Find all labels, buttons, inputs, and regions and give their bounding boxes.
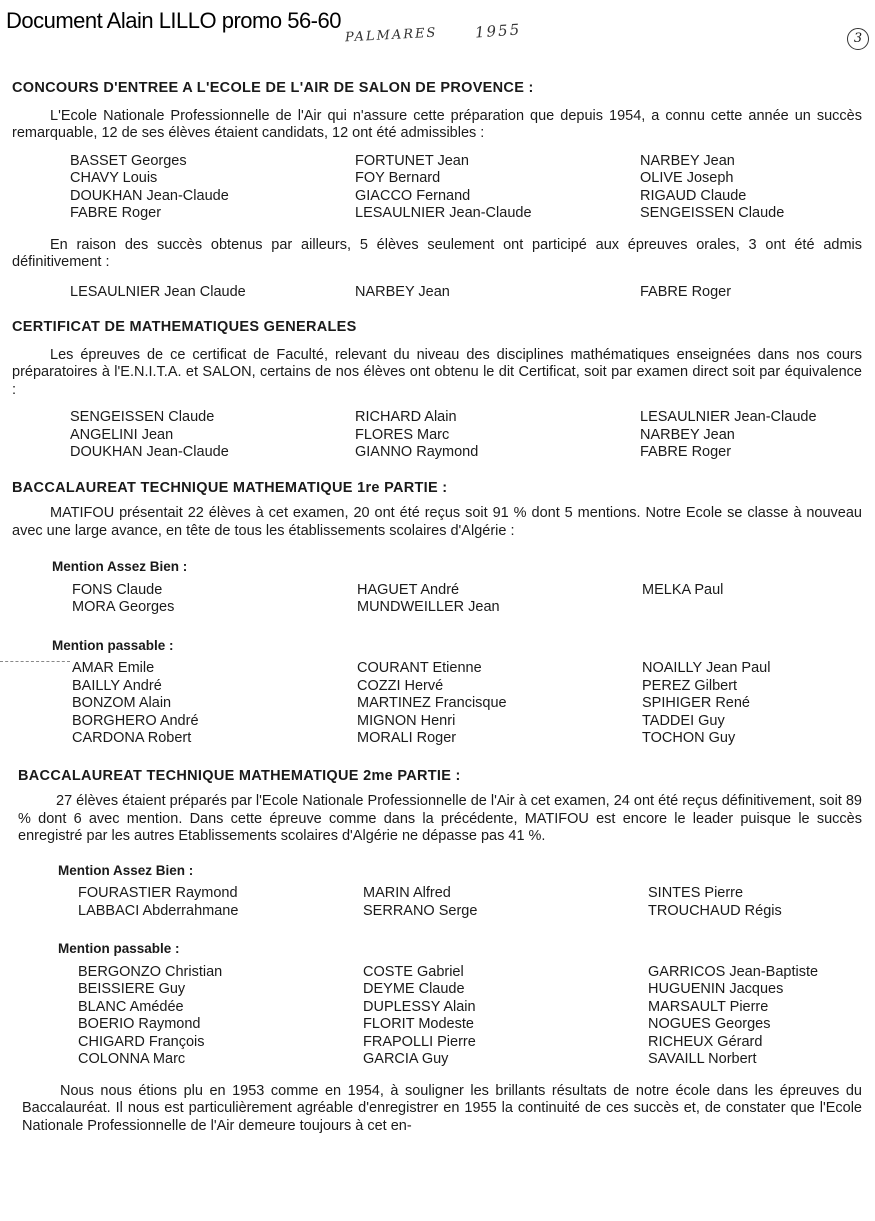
mention-label: Mention Assez Bien : — [58, 862, 194, 878]
mention-label: Mention passable : — [58, 941, 180, 956]
handwritten-palmares: PALMARES — [344, 25, 438, 46]
list-item: MARTINEZ Francisque — [357, 695, 507, 711]
list-bac2-mention-ab — [78, 885, 862, 920]
list-item: LESAULNIER Jean-Claude — [355, 205, 532, 221]
list-item: AMAR Emile — [72, 660, 155, 676]
section-oral-text: En raison des succès obtenus par ailleurs, 5 élèves seulement ont participé aux épreuves orales, 3 ont été admis définitivement : — [12, 236, 862, 270]
list-item: SERRANO Serge — [363, 902, 478, 919]
section-intro-bac2: 27 élèves étaient préparés par l'Ecole Nationale Professionnelle de l'Air à cet examen, 24 ont été reçus définitivement, soit 89 % dont 6 avec mention. Dans cette épreuve comme dans la précédente, MATIFOU est encore le leader puisque le succès enregistré par les autres Etablissements scolaires d'Algérie ne dépasse pas 41 %. — [18, 793, 862, 844]
list-item: FORTUNET Jean — [355, 152, 469, 169]
list-item: NARBEY Jean — [640, 426, 735, 443]
list-item: BASSET Georges — [70, 152, 187, 169]
list-item: FABRE Roger — [70, 205, 162, 221]
list-item: DUPLESSY Alain — [363, 998, 476, 1015]
list-item: BONZOM Alain — [72, 695, 172, 711]
list-item: FABRE Roger — [640, 444, 732, 460]
list-item: LESAULNIER Jean Claude — [70, 283, 246, 300]
section-title-bac2: BACCALAUREAT TECHNIQUE MATHEMATIQUE 2me PARTIE : — [18, 767, 461, 784]
list-certificat — [70, 409, 862, 462]
list-item: MARSAULT Pierre — [648, 998, 769, 1015]
list-bac1-mention-ab — [72, 582, 862, 617]
document-body — [12, 80, 862, 1135]
list-item: RICHARD Alain — [355, 409, 457, 425]
list-item: BOERIO Raymond — [78, 1016, 201, 1032]
list-item: LESAULNIER Jean-Claude — [640, 409, 817, 425]
section-title-certificat: CERTIFICAT DE MATHEMATIQUES GENERALES — [12, 319, 357, 335]
list-item: FONS Claude — [72, 581, 163, 598]
list-item: COLONNA Marc — [78, 1051, 186, 1067]
list-item: HAGUET André — [357, 581, 460, 598]
list-item: MIGNON Henri — [357, 712, 456, 729]
list-item: FLORIT Modeste — [363, 1016, 474, 1032]
list-item: TOCHON Guy — [642, 730, 736, 746]
list-item: TADDEI Guy — [642, 712, 725, 729]
list-item: BEISSIERE Guy — [78, 981, 186, 997]
list-item: DOUKHAN Jean-Claude — [70, 444, 229, 460]
list-item: GIANNO Raymond — [355, 444, 479, 460]
list-item: DOUKHAN Jean-Claude — [70, 187, 229, 204]
list-item: COURANT Etienne — [357, 660, 482, 676]
list-item: FABRE Roger — [640, 283, 732, 300]
list-item: SPIHIGER René — [642, 695, 750, 711]
list-item: SENGEISSEN Claude — [640, 205, 785, 221]
list-item: ANGELINI Jean — [70, 426, 174, 443]
list-item: MUNDWEILLER Jean — [357, 599, 500, 615]
list-item: NARBEY Jean — [355, 283, 450, 300]
list-item: BAILLY André — [72, 677, 162, 694]
section-intro-salon: L'Ecole Nationale Professionnelle de l'Air qui n'assure cette préparation que depuis 1954, a connu cette année un succès remarquable, 12 de ses élèves étaient candidats, 12 ont été admissibles : — [12, 107, 862, 141]
list-item: NOGUES Georges — [648, 1016, 771, 1032]
closing-paragraph: Nous nous étions plu en 1953 comme en 1954, à souligner les brillants résultats de notre école dans les épreuves du Baccalauréat. Il nous est particulièrement agréable d'enregistrer en 1955 la continuité de ces succès et, de constater que l'Ecole Nationale Professionnelle de l'Air demeure toujours à cet en- — [22, 1082, 862, 1134]
list-item: OLIVE Joseph — [640, 170, 734, 186]
list-item: COSTE Gabriel — [363, 963, 464, 980]
page-number: 3 — [847, 28, 869, 50]
list-item: MELKA Paul — [642, 581, 724, 598]
mention-label: Mention passable : — [52, 637, 174, 653]
list-item: FOURASTIER Raymond — [78, 885, 238, 901]
mention-label: Mention Assez Bien : — [52, 559, 188, 574]
list-item: BERGONZO Christian — [78, 963, 223, 980]
list-item: NOAILLY Jean Paul — [642, 660, 771, 676]
list-item: PEREZ Gilbert — [642, 677, 738, 694]
list-item: GIACCO Fernand — [355, 187, 471, 204]
list-item: SENGEISSEN Claude — [70, 409, 215, 425]
list-item: SAVAILL Norbert — [648, 1051, 757, 1067]
list-item: FOY Bernard — [355, 170, 441, 186]
list-admis — [70, 284, 862, 302]
list-item — [642, 599, 862, 617]
handwritten-year: 1955 — [474, 20, 522, 42]
list-admissibles — [70, 153, 862, 223]
section-title-salon: CONCOURS D'ENTREE A L'ECOLE DE L'AIR DE SALON DE PROVENCE : — [12, 80, 534, 96]
list-item: HUGUENIN Jacques — [648, 981, 784, 997]
section-intro-bac1: MATIFOU présentait 22 élèves à cet examen, 20 ont été reçus soit 91 % dont 5 mentions. Notre Ecole se classe à nouveau avec une large avance, en tête de tous les établissements scolaires d'Algérie : — [12, 505, 862, 539]
list-item: MORALI Roger — [357, 730, 457, 746]
list-item: MORA Georges — [72, 599, 175, 615]
list-item: FRAPOLLI Pierre — [363, 1033, 476, 1050]
list-item: BORGHERO André — [72, 712, 199, 729]
list-item: SINTES Pierre — [648, 885, 744, 901]
section-intro-certificat: Les épreuves de ce certificat de Faculté, relevant du niveau des disciplines mathématiques enseignées dans nos cours préparatoires à l'E.N.I.T.A. et SALON, certains de nos élèves ont obtenu le dit Certificat, soit par examen direct soit par équivalence : — [12, 346, 862, 398]
list-item: GARRICOS Jean-Baptiste — [648, 963, 819, 980]
list-bac1-mention-p — [72, 660, 862, 748]
list-item: COZZI Hervé — [357, 677, 444, 694]
list-item: RIGAUD Claude — [640, 187, 747, 204]
list-item: DEYME Claude — [363, 981, 465, 997]
list-item: LABBACI Abderrahmane — [78, 902, 239, 919]
list-item: GARCIA Guy — [363, 1051, 449, 1067]
list-item: NARBEY Jean — [640, 152, 735, 169]
list-item: CARDONA Robert — [72, 730, 192, 746]
list-item: TROUCHAUD Régis — [648, 902, 782, 919]
list-item: FLORES Marc — [355, 426, 450, 443]
document-watermark: Document Alain LILLO promo 56-60 — [6, 8, 341, 33]
list-item: BLANC Amédée — [78, 998, 184, 1015]
list-item: MARIN Alfred — [363, 885, 451, 901]
list-item: CHIGARD François — [78, 1033, 205, 1050]
section-title-bac1: BACCALAUREAT TECHNIQUE MATHEMATIQUE 1re PARTIE : — [12, 479, 448, 496]
list-item: RICHEUX Gérard — [648, 1033, 763, 1050]
list-bac2-mention-p — [78, 964, 862, 1069]
list-item: CHAVY Louis — [70, 170, 158, 186]
